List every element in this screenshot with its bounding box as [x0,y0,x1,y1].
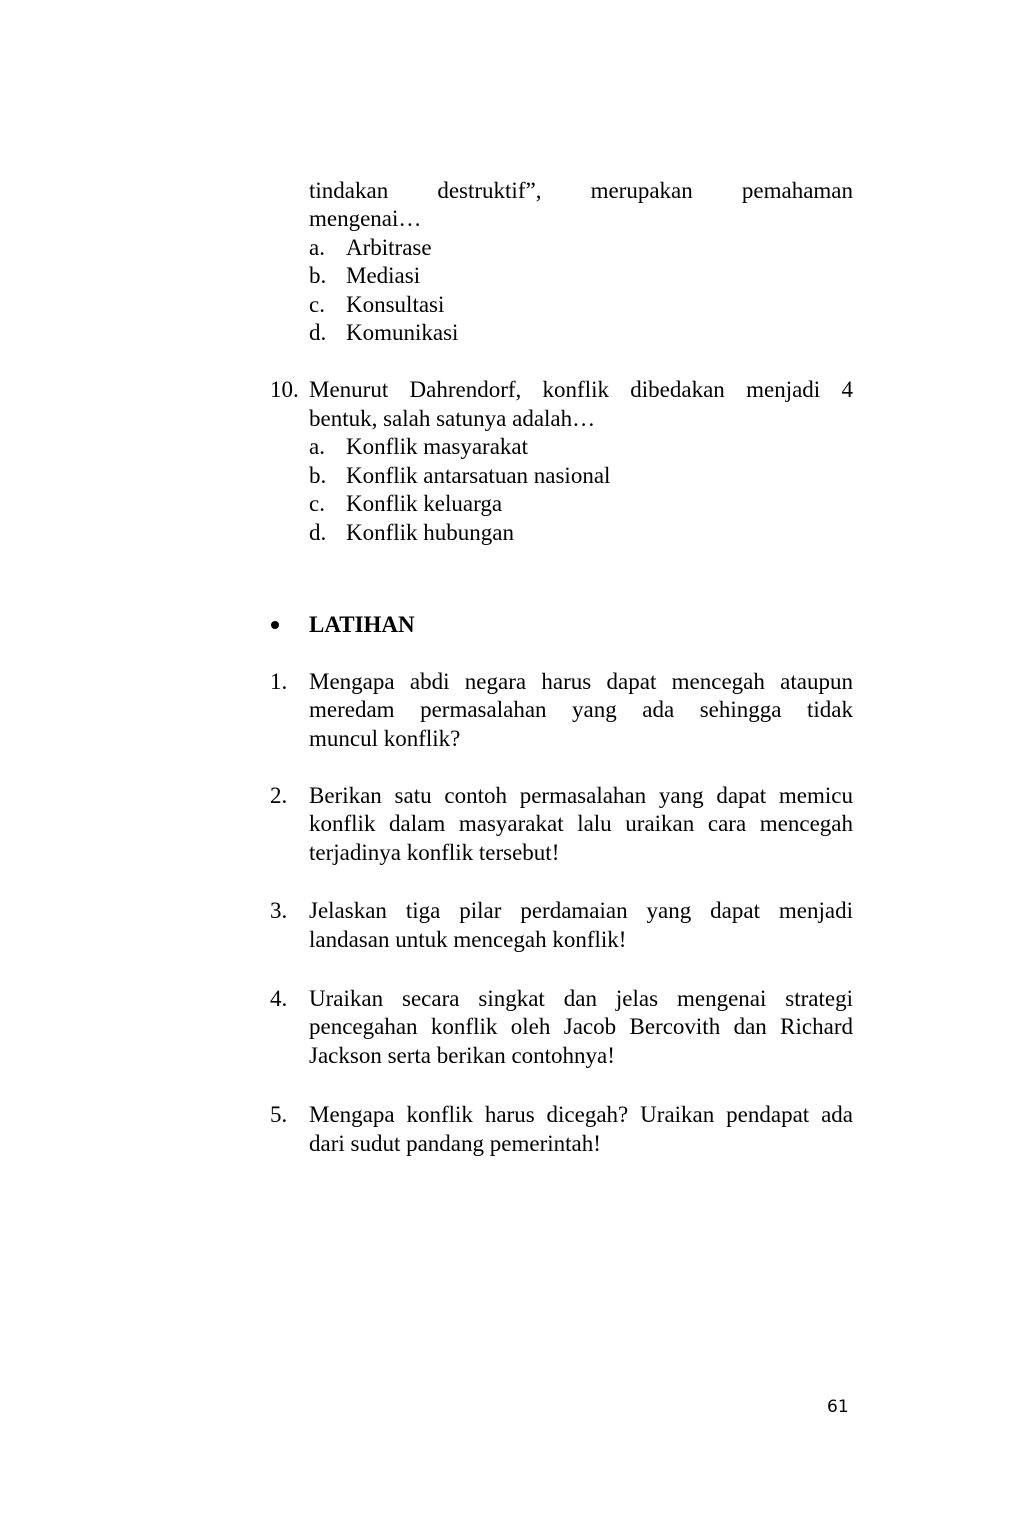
latihan-3-line-2: landasan untuk mencegah konflik! [309,927,627,952]
q10-option-a-letter: a. [309,434,325,459]
latihan-3-line-1: Jelaskan tiga pilar perdamaian yang dapat menjadi [309,898,853,923]
page-number: 61 [827,1397,849,1417]
q9-option-a: Arbitrase [346,235,432,260]
latihan-5-line-2: dari sudut pandang pemerintah! [309,1131,601,1156]
q10-option-c-letter: c. [309,491,325,516]
latihan-1-line-2: meredam permasalahan yang ada sehingga tidak [309,697,853,722]
q9-option-b: Mediasi [346,263,421,288]
q10-option-b: Konflik antarsatuan nasional [346,463,611,488]
q9-text-line-2: mengenai… [309,206,422,231]
q9-text-line-1: tindakan destruktif”, merupakan pemahaman [309,178,853,203]
q9-option-d-letter: d. [309,320,327,345]
q10-text-line-2: bentuk, salah satunya adalah… [309,406,596,431]
q9-option-a-letter: a. [309,235,325,260]
q10-option-a: Konflik masyarakat [346,434,529,459]
q10-text-line-1: Menurut Dahrendorf, konflik dibedakan menjadi 4 [309,377,853,402]
q10-option-d-letter: d. [309,520,327,545]
q9-option-b-letter: b. [309,263,327,288]
latihan-2-line-2: konflik dalam masyarakat lalu uraikan cara mencegah [309,811,853,836]
latihan-4-line-2: pencegahan konflik oleh Jacob Bercovith dan Richard [309,1014,853,1039]
latihan-4-number: 4. [270,986,288,1011]
q9-option-c: Konsultasi [346,292,445,317]
latihan-1-line-3: muncul konflik? [309,726,461,751]
latihan-3-number: 3. [270,898,288,923]
q9-option-d: Komunikasi [346,320,459,345]
q9-option-c-letter: c. [309,292,325,317]
latihan-1-number: 1. [270,669,288,694]
bullet-icon [271,621,279,629]
latihan-4-line-1: Uraikan secara singkat dan jelas mengenai strategi [309,986,853,1011]
latihan-1-line-1: Mengapa abdi negara harus dapat mencegah ataupun [309,669,853,694]
q10-option-d: Konflik hubungan [346,520,515,545]
latihan-2-number: 2. [270,783,288,808]
q10-number: 10. [270,377,299,402]
latihan-heading: LATIHAN [309,612,415,637]
latihan-2-line-1: Berikan satu contoh permasalahan yang dapat memicu [309,783,853,808]
q10-option-c: Konflik keluarga [346,491,503,516]
latihan-5-line-1: Mengapa konflik harus dicegah? Uraikan pendapat ada [309,1102,853,1127]
q10-option-b-letter: b. [309,463,327,488]
latihan-5-number: 5. [270,1102,288,1127]
latihan-2-line-3: terjadinya konflik tersebut! [309,840,560,865]
latihan-4-line-3: Jackson serta berikan contohnya! [309,1043,615,1068]
